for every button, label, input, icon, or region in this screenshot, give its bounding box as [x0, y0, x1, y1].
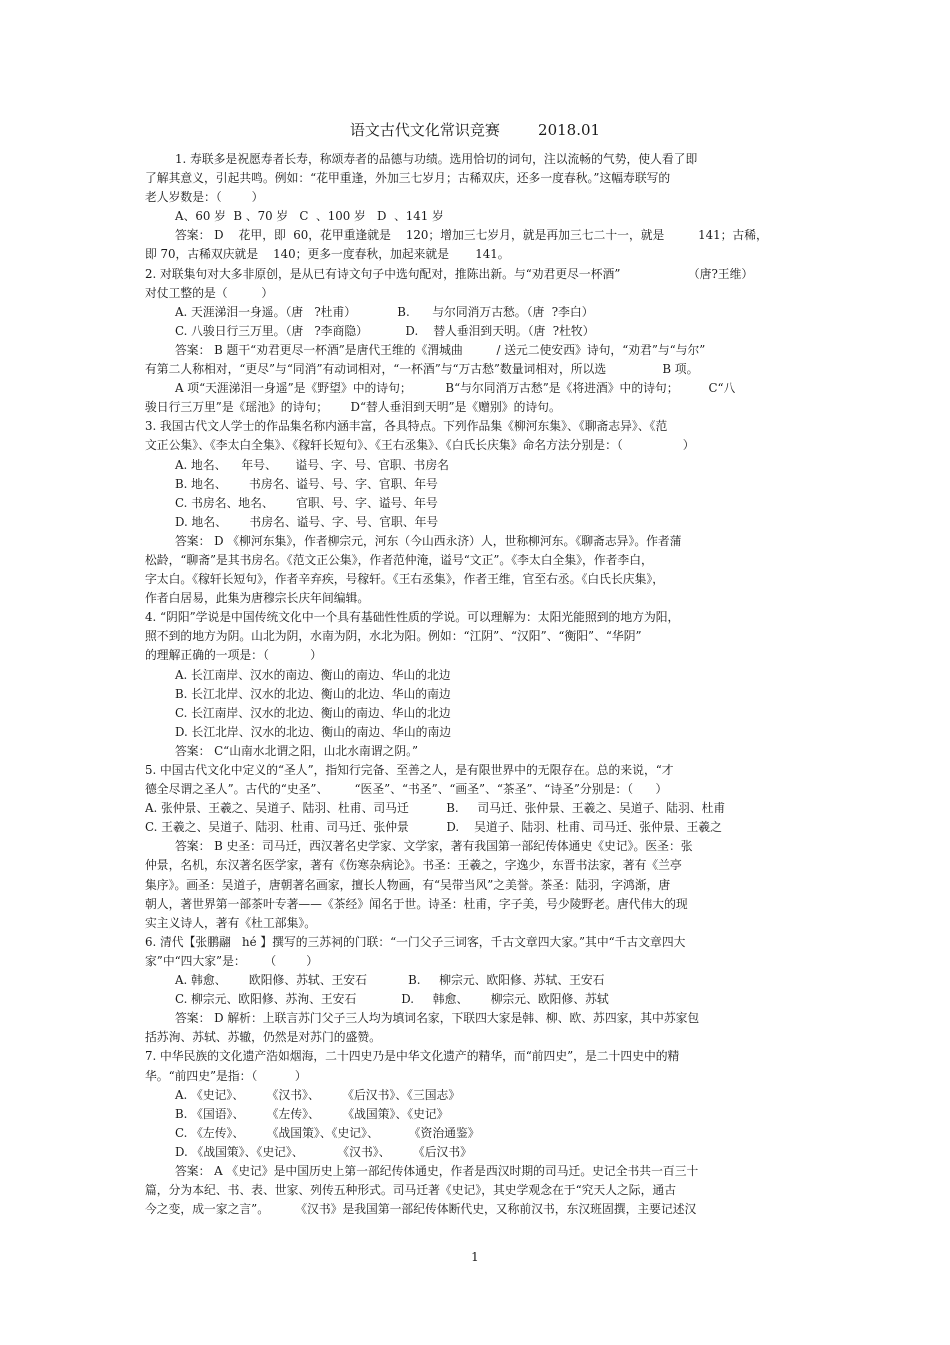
- text-line: C. 书房名、地名、 官职、号、字、谥号、年号: [175, 495, 438, 510]
- text-line: C. 《左传》、 《战国策》、《史记》、 《资治通鉴》: [175, 1125, 480, 1140]
- text-line: 1. 寿联多是祝愿寿者长寿，称颂寿者的品德与功绩。选用恰切的词句，注以流畅的气势，使人看了即: [175, 152, 698, 166]
- text-line: 对仗工整的是（ ）: [145, 285, 274, 300]
- text-line: 答案： D 《柳河东集》，作者柳宗元，河东（今山西永济）人，世称柳河东。《聊斋志异》。作者蒲: [175, 533, 682, 548]
- text-line: C. 八骏日行三万里。（唐 ?李商隐） D. 替人垂泪到天明。（唐 ?杜牧）: [175, 323, 595, 338]
- text-line: 有第二人称相对，“更尽”与“同消”有动词相对，“一杯酒”与“万古愁”数量词相对，所以选 B 项。: [145, 362, 699, 377]
- text-line: C. 柳宗元、欧阳修、苏洵、王安石 D. 韩愈、 柳宗元、欧阳修、苏轼: [175, 992, 609, 1007]
- text-line: 答案： C“山南水北谓之阳，山北水南谓之阴。”: [175, 743, 419, 758]
- text-line: D. 《战国策》、《史记》、 《汉书》、 《后汉书》: [175, 1144, 472, 1159]
- text-line: 答案： B 题干“劝君更尽一杯酒”是唐代王维的《渭城曲 / 送元二使安西》诗句，“劝君”与“与尔”: [175, 342, 706, 357]
- text-line: 的理解正确的一项是：（ ）: [145, 648, 322, 663]
- text-line: 答案： D 花甲，即 60，花甲重逢就是 120；增加三七岁月，就是再加三七二十一，就是 141；古稀，: [175, 228, 768, 243]
- text-line: A. 《史记》、 《汉书》、 《后汉书》、《三国志》: [175, 1087, 461, 1102]
- text-line: 华。“前四史”是指：（ ）: [145, 1068, 307, 1083]
- text-line: C. 王羲之、吴道子、陆羽、杜甫、司马迁、张仲景 D. 吴道子、陆羽、杜甫、司马迁、张仲景、王羲之: [145, 820, 722, 835]
- text-line: 字太白。《稼轩长短句》，作者辛弃疾，号稼轩。《王右丞集》，作者王维，官至右丞。《白氏长庆集》，: [145, 572, 665, 587]
- document-body: [145, 150, 805, 1219]
- document-title: 语文古代文化常识竞赛 2018.01: [349, 121, 601, 139]
- text-line: 骏日行三万里”是《瑶池》的诗句； D“替人垂泪到天明”是《赠别》的诗句。: [145, 400, 561, 415]
- text-line: A. 长江南岸、汉水的南边、衡山的南边、华山的北边: [175, 667, 451, 682]
- text-line: A. 张仲景、王羲之、吴道子、陆羽、杜甫、司马迁 B. 司马迁、张仲景、王羲之、吴道子、陆羽、杜甫: [145, 801, 726, 816]
- text-line: 松龄，“聊斋”是其书房名。《范文正公集》，作者范仲淹，谥号“文正”。《李太白全集》，作者李白，: [145, 552, 653, 567]
- text-line: D. 长江北岸、汉水的北边、衡山的南边、华山的南边: [175, 724, 452, 739]
- text-line: 答案： A 《史记》是中国历史上第一部纪传体通史，作者是西汉时期的司马迁。史记全书共一百三十: [175, 1163, 699, 1178]
- text-line: B. 地名、 书房名、谥号、号、字、官职、年号: [175, 476, 438, 491]
- text-line: A. 天涯涕泪一身遥。（唐 ?杜甫） B. 与尔同消万古愁。（唐 ?李白）: [175, 304, 594, 319]
- text-line: 老人岁数是：（ ）: [145, 190, 264, 205]
- text-line: 了解其意义，引起共鸣。例如：“花甲重逢，外加三七岁月；古稀双庆，还多一度春秋。”这幅寿联写的: [145, 171, 671, 186]
- text-line: 集序》。画圣：吴道子，唐朝著名画家，擅长人物画，有“吴带当风”之美誉。茶圣：陆羽，字鸿渐，唐: [145, 877, 671, 892]
- text-line: 答案： B 史圣：司马迁，西汉著名史学家、文学家，著有我国第一部纪传体通史《史记》。医圣：张: [175, 839, 693, 854]
- text-line: 3. 我国古代文人学士的作品集名称内涵丰富，各具特点。下列作品集《柳河东集》、《聊斋志异》、《范: [145, 419, 668, 434]
- text-line: 答案： D 解析：上联言苏门父子三人均为填词名家，下联四大家是韩、柳、欧、苏四家，其中苏家包: [175, 1011, 700, 1026]
- text-line: B. 《国语》、 《左传》、 《战国策》、《史记》: [175, 1106, 449, 1121]
- page-number: 1: [471, 1250, 479, 1264]
- text-line: A 项“天涯涕泪一身遥”是《野望》中的诗句； B“与尔同消万古愁”是《将进酒》中的诗句； C“八: [175, 381, 736, 396]
- text-line: 5. 中国古代文化中定义的“圣人”，指知行完备、至善之人，是有限世界中的无限存在。总的来说，“才: [145, 763, 674, 777]
- text-line: B. 长江北岸、汉水的北边、衡山的北边、华山的南边: [175, 686, 451, 701]
- text-line: C. 长江南岸、汉水的北边、衡山的南边、华山的北边: [175, 705, 451, 720]
- text-line: 2. 对联集句对大多非原创，是从已有诗文句子中选句配对，推陈出新。与“劝君更尽一杯酒” （唐?王维）: [145, 266, 754, 281]
- text-line: 作者白居易，此集为唐穆宗长庆年间编辑。: [145, 591, 370, 606]
- text-line: 即 70，古稀双庆就是 140；更多一度春秋，加起来就是 141。: [145, 247, 510, 262]
- text-line: 篇，分为本纪、书、表、世家、列传五种形式。司马迁著《史记》，其史学观念在于“究天人之际，通古: [145, 1183, 676, 1198]
- text-line: 朝人，著世界第一部茶叶专著——《茶经》闻名于世。诗圣：杜甫，字子美，号少陵野老。唐代伟大的现: [145, 896, 688, 911]
- text-line: 文正公集》、《李太白全集》、《稼轩长短句》、《王右丞集》、《白氏长庆集》命名方法分别是：（ ）: [145, 438, 695, 453]
- text-line: D. 地名、 书房名、谥号、字、号、官职、年号: [175, 514, 439, 529]
- text-line: A. 韩愈、 欧阳修、苏轼、王安石 B. 柳宗元、欧阳修、苏轼、王安石: [175, 973, 605, 988]
- text-line: 括苏洵、苏轼、苏辙，仍然是对苏门的盛赞。: [145, 1030, 381, 1045]
- text-line: 6. 清代【张鹏翮 hé 】撰写的三苏祠的门联：“一门父子三词客，千古文章四大家。”其中“千古文章四大: [145, 934, 686, 949]
- text-line: 实主义诗人，著有《杜工部集》。: [145, 915, 317, 930]
- text-line: 照不到的地方为阴。山北为阴，水南为阴，水北为阳。例如：“江阴”、“汉阳”、“衡阳”、“华阴”: [145, 629, 642, 644]
- text-line: 家”中“四大家”是： （ ）: [145, 953, 319, 968]
- text-line: 4. “阴阳”学说是中国传统文化中一个具有基础性性质的学说。可以理解为：太阳光能照到的地方为阳，: [145, 610, 680, 625]
- text-line: A、60 岁 B 、70 岁 C 、100 岁 D 、141 岁: [175, 209, 444, 224]
- text-line: 德全尽谓之圣人”。古代的“史圣”、 “医圣”、“书圣”、“画圣”、“茶圣”、“诗圣”分别是：（ ）: [145, 782, 668, 797]
- text-line: 今之变，成一家之言”。 《汉书》是我国第一部纪传体断代史，又称前汉书，东汉班固撰，主要记述汉: [145, 1202, 697, 1217]
- text-line: A. 地名、 年号、 谥号、字、号、官职、书房名: [175, 457, 449, 472]
- text-line: 7. 中华民族的文化遗产浩如烟海，二十四史乃是中华文化遗产的精华，而“前四史”，是二十四史中的精: [145, 1049, 680, 1064]
- text-line: 仲景，名机，东汉著名医学家，著有《伤寒杂病论》。书圣：王羲之，字逸少，东晋书法家，著有《兰亭: [145, 858, 682, 873]
